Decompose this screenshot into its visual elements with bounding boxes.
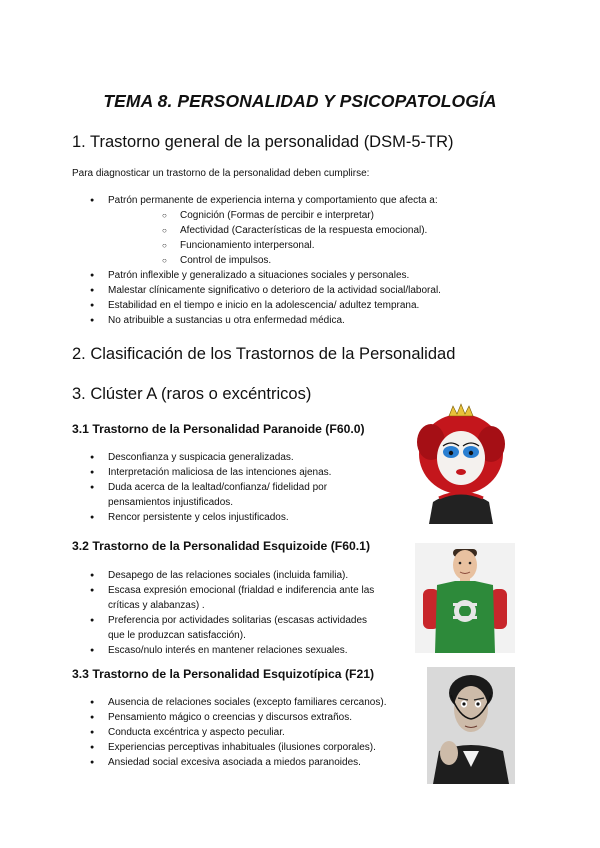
list-item: ● Patrón inflexible y generalizado a situaciones sociales y personales.	[72, 268, 502, 283]
subsection-3-3-heading: 3.3 Trastorno de la Personalidad Esquizotípica (F21)	[72, 667, 375, 681]
green-shirt-person-icon	[415, 543, 515, 653]
list-item-continuation: críticas y alabanzas) .	[108, 600, 205, 611]
red-queen-illustration	[409, 402, 509, 524]
list-item: ● Desapego de las relaciones sociales (incluida familia).	[72, 568, 412, 583]
sub-list-item: ○ Afectividad (Características de la respuesta emocional).	[108, 223, 502, 238]
list-item: ● Malestar clínicamente significativo o deterioro de la actividad social/laboral.	[72, 283, 502, 298]
list-item: ● Duda acerca de la lealtad/confianza/ fidelidad por	[72, 480, 402, 495]
list-item: ● Rencor persistente y celos injustificados.	[72, 510, 402, 525]
sub-list-item: ○ Cognición (Formas de percibir e interpretar)	[108, 208, 502, 223]
list-item: ● Preferencia por actividades solitarias (escasas actividades	[72, 613, 412, 628]
subsection-3-1-list	[72, 450, 402, 525]
section-1-heading: 1. Trastorno general de la personalidad (DSM-5-TR)	[72, 133, 454, 151]
character-green-shirt-photo	[415, 543, 515, 653]
section-1-list	[72, 193, 502, 328]
list-item: ● Experiencias perceptivas inhabituales (ilusiones corporales).	[72, 740, 432, 755]
list-item-continuation: pensamientos injustificados.	[108, 497, 234, 508]
section-2-heading: 2. Clasificación de los Trastornos de la Personalidad	[72, 345, 456, 363]
list-item: ● Interpretación maliciosa de las intenciones ajenas.	[72, 465, 402, 480]
subsection-3-3-list	[72, 695, 432, 770]
list-item: ● Escasa expresión emocional (frialdad e indiferencia ante las	[72, 583, 412, 598]
section-1-intro: Para diagnosticar un trastorno de la personalidad deben cumplirse:	[72, 168, 370, 179]
section-3-heading: 3. Clúster A (raros o excéntricos)	[72, 385, 312, 403]
page-title: TEMA 8. PERSONALIDAD Y PSICOPATOLOGÍA	[103, 91, 497, 111]
mustache-portrait-photo	[427, 667, 515, 784]
list-item: ● Ansiedad social excesiva asociada a miedos paranoides.	[72, 755, 432, 770]
list-item-continuation: que le produzcan satisfacción).	[108, 630, 246, 641]
list-item: ● Ausencia de relaciones sociales (excepto familiares cercanos).	[72, 695, 432, 710]
subsection-3-2-list	[72, 568, 412, 658]
list-item: ● Estabilidad en el tiempo e inicio en la adolescencia/ adultez temprana.	[72, 298, 502, 313]
subsection-3-1-heading: 3.1 Trastorno de la Personalidad Paranoide (F60.0)	[72, 422, 365, 436]
mustache-portrait-icon	[427, 667, 515, 784]
list-item: ● Pensamiento mágico o creencias y discursos extraños.	[72, 710, 432, 725]
list-item: ● No atribuible a sustancias u otra enfermedad médica.	[72, 313, 502, 328]
section-1-sublist	[108, 208, 502, 268]
sub-list-item: ○ Funcionamiento interpersonal.	[108, 238, 502, 253]
list-item: ● Patrón permanente de experiencia interna y comportamiento que afecta a: ○ Cognición (Formas de percibir e interpretar) ○ Afectividad (Características de la respuesta emocional). ○ Funcionamiento interpersonal. ○ Control de impulsos.	[72, 193, 502, 268]
list-item: ● Escaso/nulo interés en mantener relaciones sexuales.	[72, 643, 412, 658]
sub-list-item: ○ Control de impulsos.	[108, 253, 502, 268]
subsection-3-2-heading: 3.2 Trastorno de la Personalidad Esquizoide (F60.1)	[72, 539, 370, 553]
list-item: ● Desconfianza y suspicacia generalizadas.	[72, 450, 402, 465]
list-item: ● Conducta excéntrica y aspecto peculiar.	[72, 725, 432, 740]
red-queen-icon	[409, 402, 509, 524]
